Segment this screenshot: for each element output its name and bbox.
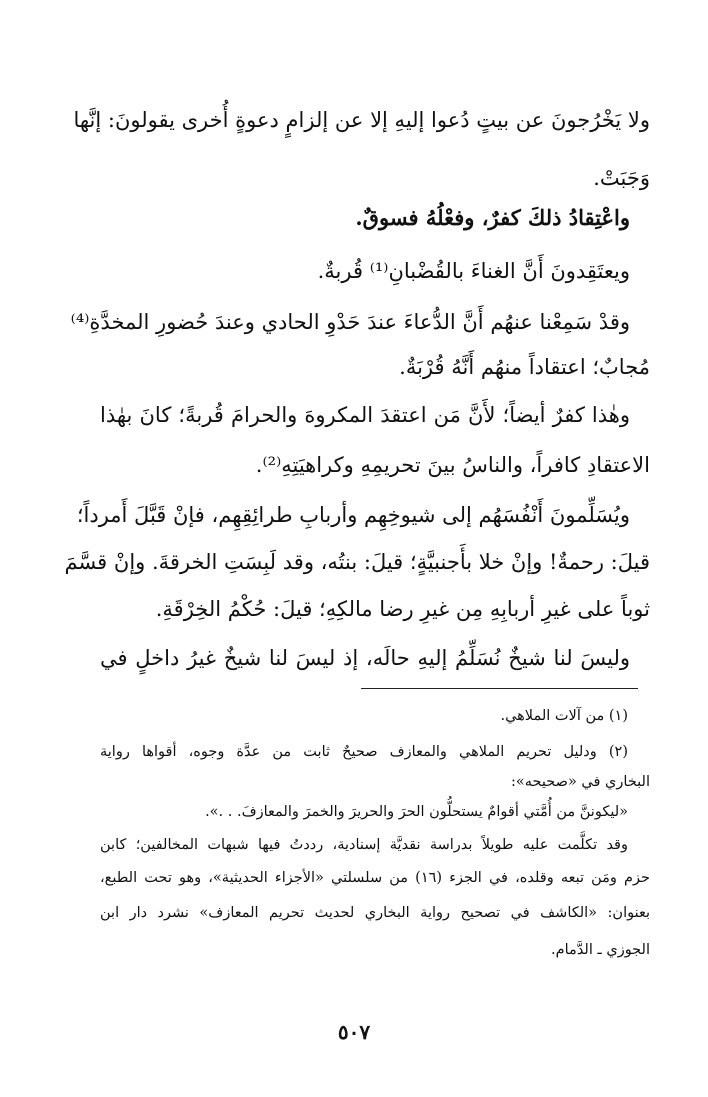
footnote-line-4: «ليكوننَّ من أُمَّتي أقوامٌ يستحلُّون الحرَ والحريرَ والخمرَ والمعازفَ. . .». [205, 804, 628, 820]
footnote-line-8: الجوزي ـ الدَّمام. [551, 942, 650, 958]
body-line-8: الاعتقادِ كافراً، والناسُ بينَ تحريمِهِ وكراهيَتِهِ⁽²⁾. [255, 453, 650, 477]
footnote-line-7: بعنوان: «الكاشف في تصحيح رواية البخاري لحديث تحريم المعازف» نشرد دار ابن [100, 905, 650, 921]
footnote-line-6: حزم ومَن تبعه وقلده، في الجزء (١٦) من سلسلتي «الأجزاء الحديثية»، وهو تحت الطبع، [100, 870, 650, 886]
footnote-line-1: (١) من آلات الملاهي. [500, 708, 628, 724]
page-number: ٥٠٧ [337, 1020, 371, 1044]
footnote-line-5: وقد تكلَّمت عليه طويلاً بدراسة نقديَّة إسنادية، رددتُ فيها شبهات المخالفين؛ كابن [100, 837, 628, 853]
body-line-1: ولا يَخْرُجونَ عن بيتٍ دُعوا إليهِ إلا عن إلزامٍ دعوةٍ أُخرى يقولونَ: إنَّها [73, 108, 650, 132]
body-line-10: قيلَ: رحمةٌ! وإنْ خلا بأَجنبيَّةٍ؛ قيلَ: بنتُه، وقد لَبِسَتِ الخرقةَ. وإنْ قسَّمَ [64, 550, 650, 574]
body-line-11: ثوباً على غيرِ أربابِهِ مِن غيرِ رضا مالكِهِ؛ قيلَ: حُكْمُ الخِرْقَةِ. [155, 597, 650, 621]
footnote-line-2: (٢) ودليل تحريم الملاهي والمعازف صحيحٌ ثابت من عدَّة وجوه، أقواها رواية [100, 744, 628, 760]
body-line-6: مُجابٌ؛ اعتقاداً منهُم أَنَّهُ قُرْبَةٌ. [399, 355, 650, 379]
body-line-12: وليسَ لنا شيخٌ نُسَلِّمُ إليهِ حالَه، إذ ليسَ لنا شيخٌ غيرُ داخلٍ في [100, 646, 630, 670]
body-line-4: ويعتَقِدونَ أَنَّ الغناءَ بالقُضْبانِ⁽¹⁾ قُربةٌ. [317, 259, 630, 283]
body-line-5: وقدْ سَمِعْنا عنهُم أَنَّ الدُّعاءَ عندَ حَدْوِ الحادي وعندَ حُضورِ المخدَّةِ⁽⁴⁾ [70, 310, 630, 334]
body-line-9: ويُسَلِّمونَ أَنْفُسَهُم إلى شيوخِهِم وأربابِ طرائِقِهِم، فإنْ قَبَّلَ أَمرداً؛ [76, 503, 630, 527]
body-line-3: واعْتِقادُ ذلكَ كفرٌ، وفعْلُهُ فسوقٌ. [355, 205, 630, 230]
body-line-7: وهٰذا كفرٌ أيضاً؛ لأَنَّ مَن اعتقدَ المكروهَ والحرامَ قُربةً؛ كانَ بهٰذا [100, 403, 630, 427]
footnote-line-3: البخاري في «صحيحه»: [511, 774, 650, 790]
footnote-separator [361, 688, 638, 689]
body-line-2: وَجَبَتْ. [593, 166, 650, 190]
